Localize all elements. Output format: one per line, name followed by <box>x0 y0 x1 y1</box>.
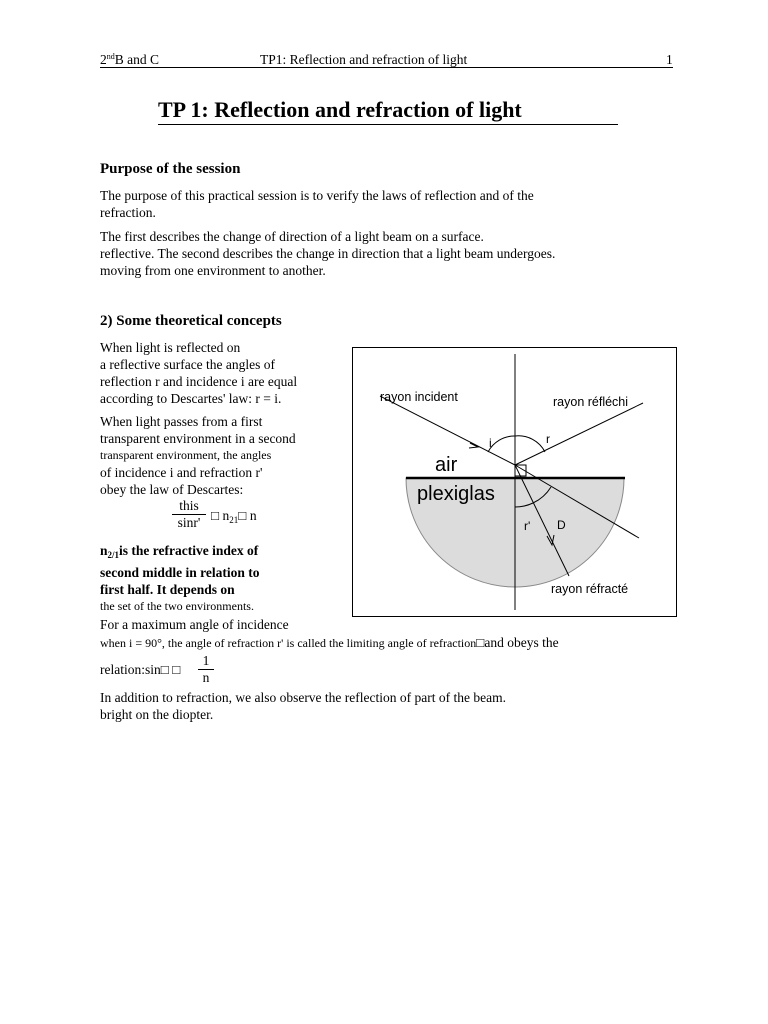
label-plexiglas: plexiglas <box>417 483 495 505</box>
label-refracted: rayon réfracté <box>551 582 629 596</box>
limiting-angle-line-1: For a maximum angle of incidence <box>100 617 289 632</box>
text-line: $n_{2/1}is$ the refractive index of <box>100 543 259 560</box>
header-rule <box>100 67 673 68</box>
text-line: refraction. <box>100 205 156 220</box>
label-reflected: rayon réfléchi <box>553 395 629 409</box>
text-line: moving from one environment to another. <box>100 263 326 278</box>
text-line: a reflective surface the angles of <box>100 357 276 372</box>
fraction-denominator: sinr' <box>177 515 201 530</box>
fraction-numerator: 1 <box>202 653 210 668</box>
refractive-index-note <box>100 542 260 615</box>
snell-equation-rhs: □ $n_{21}□$ n <box>211 508 257 525</box>
purpose-paragraph-2 <box>100 228 555 279</box>
text-line: of incidence i and refraction r' <box>100 465 263 480</box>
text-line: transparent environment, the angles <box>100 448 272 462</box>
text-line: When light is reflected on <box>100 340 241 355</box>
text-line: When light passes from a first <box>100 414 263 429</box>
section-heading-purpose: Purpose of the session <box>100 161 241 177</box>
refraction-diagram <box>353 348 676 616</box>
text-line: reflective. The second describes the change in direction that a light beam undergoes. <box>100 246 556 261</box>
text-line: according to Descartes' law: r = i. <box>100 391 282 406</box>
refraction-figure <box>352 347 677 617</box>
missing-glyph: □ <box>211 508 220 523</box>
fraction-numerator: this <box>179 498 199 513</box>
purpose-paragraph-1 <box>100 187 534 221</box>
missing-glyph: □ <box>160 662 169 677</box>
reflection-law-paragraph <box>100 339 297 407</box>
label-angle-i: i <box>489 436 492 450</box>
partial-reflection-paragraph <box>100 689 506 723</box>
text-line: In addition to refraction, we also observe the reflection of part of the beam. <box>100 690 506 705</box>
angle-arc-i <box>488 436 515 452</box>
page-title: TP 1: Reflection and refraction of light <box>158 97 618 125</box>
limiting-fraction <box>198 653 214 686</box>
missing-glyph: □ <box>476 635 485 650</box>
fraction-denominator: n <box>202 670 210 685</box>
text-line: reflection r and incidence i are equal <box>100 374 298 389</box>
reflected-ray <box>515 403 643 465</box>
angle-arc-r <box>515 436 545 452</box>
page-number: 1 <box>666 52 673 67</box>
text-line: The first describes the change of direction of a light beam on a surface. <box>100 229 484 244</box>
text-line: transparent environment in a second <box>100 431 296 446</box>
text-line: the set of the two environments. <box>100 599 254 613</box>
text-line: second middle in relation to <box>100 565 260 580</box>
text-line: obey the law of Descartes: <box>100 482 244 497</box>
missing-glyph: □ <box>172 662 181 677</box>
label-air: air <box>435 454 458 476</box>
snell-fraction <box>172 498 206 531</box>
header-left: 2ndB and C <box>100 52 160 67</box>
limiting-angle-line-2: when i = 90°, the angle of refraction r' is called the limiting angle of refraction□and obeys the <box>100 635 559 650</box>
section-heading-theory: 2) Some theoretical concepts <box>100 313 282 329</box>
label-angle-rprime: r' <box>524 519 531 533</box>
text-line: The purpose of this practical session is to verify the laws of reflection and of the <box>100 188 534 203</box>
text-line: first half. It depends on <box>100 582 235 597</box>
refraction-law-paragraph <box>100 413 296 498</box>
limiting-angle-relation: relation:sin□ □ <box>100 662 181 677</box>
text-line: bright on the diopter. <box>100 707 214 722</box>
missing-glyph: □ <box>238 508 247 523</box>
label-angle-r: r <box>546 432 550 446</box>
label-incident: rayon incident <box>380 390 458 404</box>
header-title: TP1: Reflection and refraction of light <box>260 52 468 67</box>
label-angle-d: D <box>557 518 566 532</box>
